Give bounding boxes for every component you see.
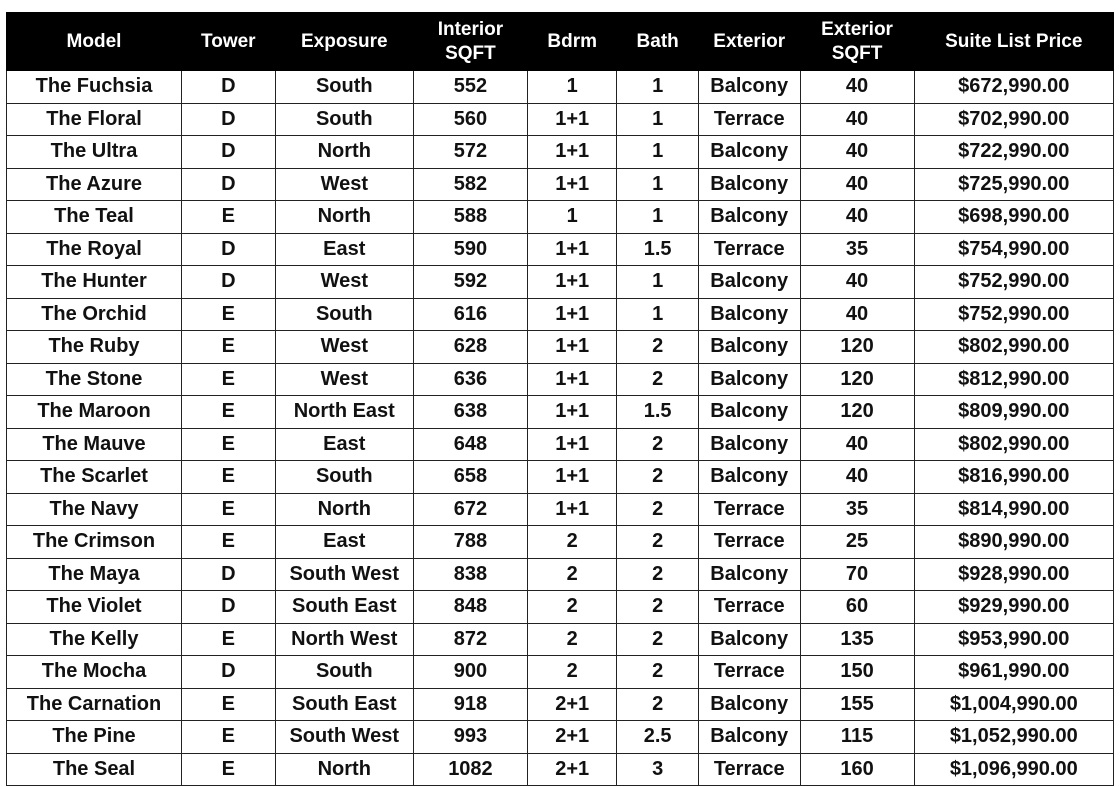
cell-exterior-sqft: 120 [800,363,914,396]
column-header-suite-list-price [914,13,1113,71]
cell-bdrm: 1+1 [527,363,617,396]
cell-suite-list-price: $672,990.00 [914,71,1113,104]
cell-model: The Navy [7,493,182,526]
cell-exterior: Terrace [698,233,800,266]
cell-interior-sqft: 1082 [413,753,527,786]
cell-exterior-sqft: 40 [800,201,914,234]
cell-bath: 2 [617,428,698,461]
cell-interior-sqft: 560 [413,103,527,136]
table-row [7,331,1114,364]
cell-interior-sqft: 848 [413,591,527,624]
cell-exterior-sqft: 120 [800,396,914,429]
cell-bath: 1.5 [617,396,698,429]
cell-suite-list-price: $816,990.00 [914,461,1113,494]
header-label: Interior [437,18,504,40]
cell-exposure: South [275,298,413,331]
cell-model: The Maya [7,558,182,591]
cell-bath: 2 [617,656,698,689]
cell-exterior: Balcony [698,168,800,201]
cell-bdrm: 2 [527,623,617,656]
cell-exposure: North [275,201,413,234]
table-row [7,721,1114,754]
table-row [7,753,1114,786]
table-body [7,71,1114,786]
cell-exterior-sqft: 40 [800,461,914,494]
cell-tower: D [182,266,276,299]
cell-exposure: South East [275,688,413,721]
cell-tower: E [182,331,276,364]
cell-exposure: East [275,428,413,461]
cell-interior-sqft: 588 [413,201,527,234]
column-header-tower [182,13,276,71]
cell-model: The Teal [7,201,182,234]
header-label: Bath [636,30,679,52]
cell-model: The Ruby [7,331,182,364]
cell-suite-list-price: $702,990.00 [914,103,1113,136]
table-row [7,623,1114,656]
cell-tower: E [182,753,276,786]
cell-interior-sqft: 590 [413,233,527,266]
cell-bdrm: 1+1 [527,493,617,526]
cell-tower: E [182,396,276,429]
cell-bath: 2 [617,688,698,721]
header-label: Exterior [821,18,893,40]
cell-interior-sqft: 658 [413,461,527,494]
cell-exterior-sqft: 40 [800,71,914,104]
cell-exterior-sqft: 40 [800,168,914,201]
cell-bdrm: 2+1 [527,753,617,786]
cell-model: The Carnation [7,688,182,721]
cell-model: The Orchid [7,298,182,331]
table-row [7,103,1114,136]
cell-tower: E [182,428,276,461]
table-row [7,71,1114,104]
cell-exposure: North [275,753,413,786]
cell-bath: 2 [617,331,698,364]
cell-bdrm: 1+1 [527,103,617,136]
cell-bdrm: 1 [527,71,617,104]
cell-exterior: Balcony [698,331,800,364]
cell-bath: 1 [617,71,698,104]
cell-exterior: Balcony [698,298,800,331]
cell-suite-list-price: $953,990.00 [914,623,1113,656]
cell-bdrm: 2 [527,526,617,559]
cell-suite-list-price: $1,052,990.00 [914,721,1113,754]
cell-bdrm: 1+1 [527,168,617,201]
cell-exposure: North [275,493,413,526]
cell-bath: 2 [617,461,698,494]
cell-exterior-sqft: 60 [800,591,914,624]
cell-model: The Fuchsia [7,71,182,104]
cell-suite-list-price: $812,990.00 [914,363,1113,396]
cell-exterior-sqft: 155 [800,688,914,721]
cell-tower: E [182,623,276,656]
table-row [7,136,1114,169]
column-header-model [7,13,182,71]
cell-exterior-sqft: 25 [800,526,914,559]
header-row [7,13,1114,71]
cell-interior-sqft: 648 [413,428,527,461]
cell-exterior: Balcony [698,201,800,234]
cell-bath: 2 [617,493,698,526]
cell-exposure: West [275,168,413,201]
cell-tower: D [182,71,276,104]
cell-exterior: Balcony [698,623,800,656]
cell-bath: 2.5 [617,721,698,754]
cell-model: The Violet [7,591,182,624]
cell-exterior-sqft: 120 [800,331,914,364]
cell-bath: 1 [617,201,698,234]
table-row [7,558,1114,591]
cell-bdrm: 1+1 [527,428,617,461]
table-row [7,461,1114,494]
cell-exposure: South [275,103,413,136]
cell-exterior-sqft: 115 [800,721,914,754]
cell-bath: 1 [617,136,698,169]
cell-interior-sqft: 636 [413,363,527,396]
cell-exterior-sqft: 40 [800,428,914,461]
cell-suite-list-price: $722,990.00 [914,136,1113,169]
cell-exposure: South [275,656,413,689]
cell-tower: D [182,558,276,591]
cell-exterior: Balcony [698,721,800,754]
cell-interior-sqft: 788 [413,526,527,559]
cell-exposure: East [275,526,413,559]
cell-exterior: Terrace [698,103,800,136]
cell-bdrm: 1+1 [527,266,617,299]
cell-tower: D [182,656,276,689]
cell-interior-sqft: 572 [413,136,527,169]
cell-bath: 1.5 [617,233,698,266]
table-row [7,688,1114,721]
cell-interior-sqft: 872 [413,623,527,656]
cell-exposure: North West [275,623,413,656]
cell-exposure: South West [275,721,413,754]
cell-exposure: West [275,363,413,396]
cell-model: The Mauve [7,428,182,461]
cell-suite-list-price: $698,990.00 [914,201,1113,234]
column-header-exterior [698,13,800,71]
cell-exterior-sqft: 70 [800,558,914,591]
cell-exterior-sqft: 40 [800,298,914,331]
cell-bath: 1 [617,266,698,299]
cell-model: The Maroon [7,396,182,429]
cell-model: The Hunter [7,266,182,299]
cell-exterior: Balcony [698,396,800,429]
cell-exposure: South [275,71,413,104]
cell-tower: D [182,233,276,266]
cell-interior-sqft: 628 [413,331,527,364]
cell-bdrm: 2 [527,591,617,624]
header-label: Exterior [713,30,786,52]
cell-model: The Scarlet [7,461,182,494]
header-label: Bdrm [547,30,597,52]
cell-suite-list-price: $929,990.00 [914,591,1113,624]
cell-tower: D [182,136,276,169]
table-row [7,493,1114,526]
cell-interior-sqft: 582 [413,168,527,201]
cell-exterior: Balcony [698,688,800,721]
cell-exterior: Balcony [698,558,800,591]
cell-suite-list-price: $1,004,990.00 [914,688,1113,721]
table-row [7,396,1114,429]
cell-exterior: Balcony [698,71,800,104]
header-label-line2: SQFT [445,42,496,64]
column-header-bdrm [527,13,617,71]
table-row [7,266,1114,299]
cell-exposure: South West [275,558,413,591]
cell-tower: E [182,721,276,754]
cell-exterior-sqft: 160 [800,753,914,786]
cell-bdrm: 2+1 [527,688,617,721]
table-header [7,13,1114,71]
cell-tower: E [182,688,276,721]
header-label: Tower [201,30,256,52]
header-label: Model [66,30,122,52]
cell-bath: 2 [617,363,698,396]
cell-suite-list-price: $754,990.00 [914,233,1113,266]
cell-exterior-sqft: 150 [800,656,914,689]
cell-suite-list-price: $814,990.00 [914,493,1113,526]
cell-bdrm: 1+1 [527,233,617,266]
cell-bdrm: 1 [527,201,617,234]
cell-tower: E [182,461,276,494]
cell-model: The Ultra [7,136,182,169]
cell-interior-sqft: 672 [413,493,527,526]
cell-exposure: North East [275,396,413,429]
cell-tower: E [182,526,276,559]
cell-exterior-sqft: 135 [800,623,914,656]
cell-exterior-sqft: 35 [800,493,914,526]
cell-exposure: East [275,233,413,266]
cell-interior-sqft: 552 [413,71,527,104]
column-header-interior-sqft [413,13,527,71]
cell-model: The Stone [7,363,182,396]
cell-suite-list-price: $752,990.00 [914,298,1113,331]
table-row [7,656,1114,689]
cell-tower: E [182,493,276,526]
cell-bdrm: 2+1 [527,721,617,754]
table-row [7,526,1114,559]
cell-exterior: Balcony [698,266,800,299]
table-row [7,428,1114,461]
cell-bath: 2 [617,558,698,591]
cell-suite-list-price: $809,990.00 [914,396,1113,429]
cell-bath: 3 [617,753,698,786]
cell-tower: E [182,201,276,234]
table-row [7,591,1114,624]
cell-exposure: North [275,136,413,169]
cell-suite-list-price: $752,990.00 [914,266,1113,299]
cell-exterior-sqft: 40 [800,266,914,299]
cell-model: The Floral [7,103,182,136]
cell-exterior: Balcony [698,461,800,494]
cell-exterior: Balcony [698,136,800,169]
header-label: Exposure [300,30,388,52]
cell-bdrm: 1+1 [527,298,617,331]
cell-suite-list-price: $1,096,990.00 [914,753,1113,786]
cell-exterior: Terrace [698,591,800,624]
cell-bath: 1 [617,103,698,136]
column-header-exterior-sqft [800,13,914,71]
column-header-exposure [275,13,413,71]
cell-interior-sqft: 838 [413,558,527,591]
cell-model: The Crimson [7,526,182,559]
cell-exterior: Terrace [698,526,800,559]
cell-exterior: Terrace [698,753,800,786]
cell-bdrm: 1+1 [527,331,617,364]
cell-suite-list-price: $802,990.00 [914,428,1113,461]
cell-tower: D [182,591,276,624]
cell-exterior: Balcony [698,363,800,396]
cell-bath: 2 [617,526,698,559]
cell-model: The Kelly [7,623,182,656]
cell-model: The Royal [7,233,182,266]
cell-bath: 2 [617,623,698,656]
cell-bath: 1 [617,298,698,331]
cell-suite-list-price: $802,990.00 [914,331,1113,364]
cell-exposure: West [275,266,413,299]
cell-tower: D [182,103,276,136]
cell-suite-list-price: $725,990.00 [914,168,1113,201]
cell-bdrm: 1+1 [527,396,617,429]
suite-price-table [6,12,1114,786]
cell-exposure: South [275,461,413,494]
cell-bdrm: 2 [527,656,617,689]
cell-model: The Mocha [7,656,182,689]
cell-tower: D [182,168,276,201]
cell-bdrm: 2 [527,558,617,591]
cell-interior-sqft: 918 [413,688,527,721]
cell-exposure: West [275,331,413,364]
header-label-line2: SQFT [831,42,883,64]
cell-tower: E [182,298,276,331]
cell-suite-list-price: $890,990.00 [914,526,1113,559]
cell-bath: 2 [617,591,698,624]
cell-interior-sqft: 638 [413,396,527,429]
suite-table-container [6,12,1114,786]
cell-exterior-sqft: 40 [800,103,914,136]
cell-exposure: South East [275,591,413,624]
cell-bath: 1 [617,168,698,201]
table-row [7,298,1114,331]
table-row [7,233,1114,266]
cell-interior-sqft: 993 [413,721,527,754]
table-row [7,201,1114,234]
cell-exterior: Terrace [698,656,800,689]
cell-interior-sqft: 900 [413,656,527,689]
cell-tower: E [182,363,276,396]
column-header-bath [617,13,698,71]
table-row [7,168,1114,201]
cell-exterior-sqft: 35 [800,233,914,266]
cell-exterior: Balcony [698,428,800,461]
cell-bdrm: 1+1 [527,136,617,169]
cell-exterior-sqft: 40 [800,136,914,169]
cell-interior-sqft: 592 [413,266,527,299]
cell-model: The Azure [7,168,182,201]
cell-bdrm: 1+1 [527,461,617,494]
cell-model: The Pine [7,721,182,754]
table-row [7,363,1114,396]
cell-model: The Seal [7,753,182,786]
cell-interior-sqft: 616 [413,298,527,331]
cell-suite-list-price: $928,990.00 [914,558,1113,591]
header-label: Suite List Price [945,30,1083,52]
cell-exterior: Terrace [698,493,800,526]
cell-suite-list-price: $961,990.00 [914,656,1113,689]
